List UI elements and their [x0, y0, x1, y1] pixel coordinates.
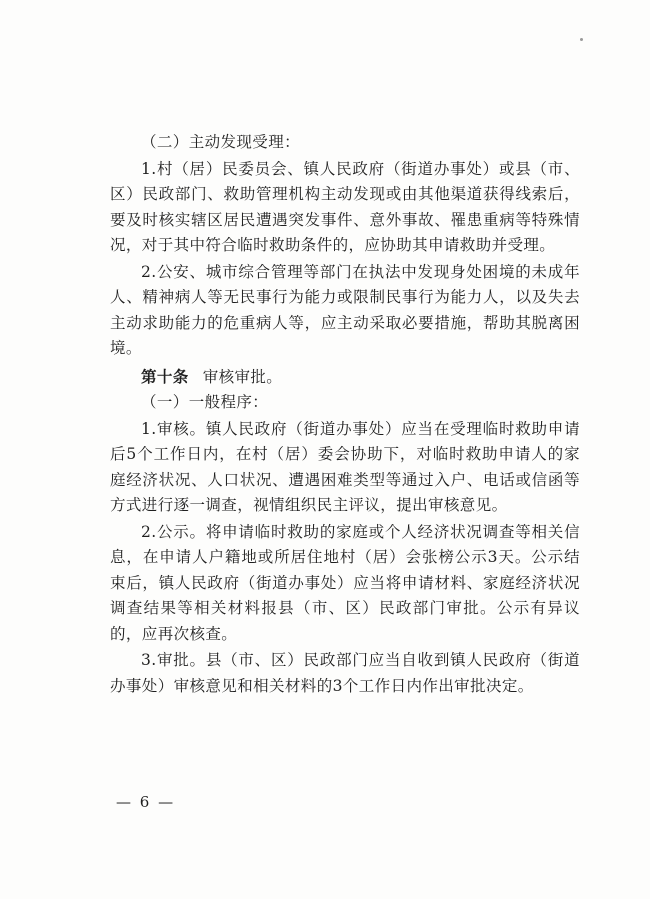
article-number: 第十条 — [141, 367, 189, 386]
subheading-general-procedure: （一）一般程序： — [141, 393, 269, 411]
paragraph-approval: 3.审批。县（市、区）民政部门应当自收到镇人民政府（街道办事处）审核意见和相关材料的3个工作日内作出审批决定。 — [110, 651, 580, 695]
paragraph-publicity: 2.公示。将申请临时救助的家庭或个人经济状况调查等相关信息，在申请人户籍地或所居住地村（居）会张榜公示3天。公示结束后，镇人民政府（街道办事处）应当将申请材料、家庭经济状况调查结果等相关材料报县（市、区）民政部门审批。公示有异议的，应再次核查。 — [110, 522, 580, 643]
body-text — [110, 130, 580, 699]
paragraph-review: 1.审核。镇人民政府（街道办事处）应当在受理临时救助申请后5个工作日内，在村（居）委会协助下，对临时救助申请人的家庭经济状况、人口状况、遭遇困难类型等通过入户、电话或信函等方式进行逐一调查，视情组织民主评议，提出审核意见。 — [110, 419, 580, 514]
scan-speck — [580, 38, 583, 41]
paragraph-village-committee: 1.村（居）民委员会、镇人民政府（街道办事处）或县（市、区）民政部门、救助管理机构主动发现或由其他渠道获得线索后，要及时核实辖区居民遭遇突发事件、意外事故、罹患重病等特殊情况，对于其中符合临时救助条件的，应协助其申请救助并受理。 — [110, 159, 580, 254]
page-number: — 6 — — [116, 793, 176, 811]
article-title: 审核审批。 — [202, 367, 283, 386]
article-heading — [110, 365, 580, 391]
paragraph-public-security: 2.公安、城市综合管理等部门在执法中发现身处困境的未成年人、精神病人等无民事行为能力或限制民事行为能力人，以及失去主动求助能力的危重病人等，应主动采取必要措施，帮助其脱离困境。 — [110, 262, 580, 357]
subheading-active-discovery: （二）主动发现受理： — [141, 133, 301, 151]
